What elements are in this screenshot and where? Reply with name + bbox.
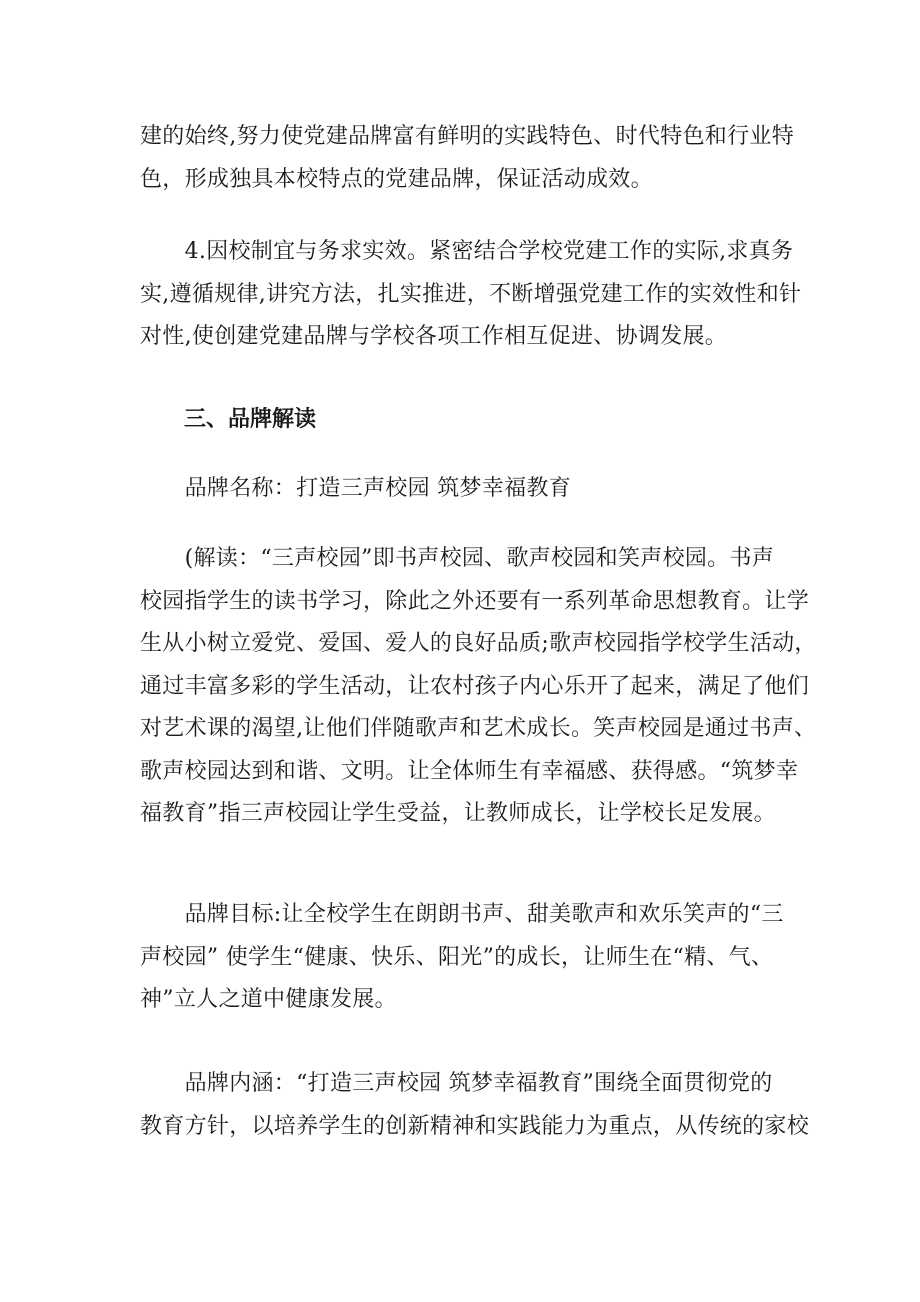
paragraph-2 bbox=[140, 231, 802, 359]
paragraph-brand-name bbox=[140, 468, 790, 511]
text-line: 神”立人之道中健康发展。 bbox=[140, 987, 397, 1012]
text-line: 色，形成独具本校特点的党建品牌，保证活动成效。 bbox=[140, 166, 653, 192]
text-line: 对性,使创建党建品牌与学校各项工作相互促进、协调发展。 bbox=[140, 324, 728, 349]
text-line: 品牌内涵：“打造三声校园 筑梦幸福教育”围绕全面贯彻党的 bbox=[140, 1071, 773, 1096]
text-line: 4.因校制宜与务求实效。紧密结合学校党建工作的实际,求真务 bbox=[140, 239, 794, 264]
text-line: 声校园” 使学生“健康、快乐、阳光”的成长，让师生在“精、气、 bbox=[140, 944, 774, 970]
text-line: 校园指学生的读书学习，除此之外还要有一系列革命思想教育。让学 bbox=[140, 588, 810, 614]
section-heading: 三、品牌解读 bbox=[184, 406, 317, 432]
text-line: 品牌名称：打造三声校园 筑梦幸福教育 bbox=[140, 476, 571, 501]
text-line: 教育方针，以培养学生的创新精神和实践能力为重点，从传统的家校 bbox=[140, 1113, 810, 1139]
paragraph-interpretation bbox=[140, 538, 817, 836]
text-line: 实,遵循规律,讲究方法，扎实推进，不断增强党建工作的实效性和针 bbox=[140, 281, 802, 307]
text-line: 建的始终,努力使党建品牌富有鲜明的实践特色、时代特色和行业特 bbox=[140, 124, 794, 149]
text-line: (解读：“三声校园”即书声校园、歌声校园和笑声校园。书声 bbox=[140, 546, 775, 571]
paragraph-brand-goal bbox=[140, 894, 790, 1022]
paragraph-1 bbox=[140, 116, 794, 201]
paragraph-brand-connotation bbox=[140, 1063, 810, 1148]
text-line: 福教育”指三声校园让学生受益，让教师成长，让学校长足发展。 bbox=[140, 801, 776, 826]
text-line: 对艺术课的渴望,让他们伴随歌声和艺术成长。笑声校园是通过书声、 bbox=[140, 716, 817, 741]
text-line: 品牌目标:让全校学生在朗朗书声、甜美歌声和欢乐笑声的“三 bbox=[140, 902, 784, 927]
text-line: 歌声校园达到和谐、文明。让全体师生有幸福感、获得感。“筑梦幸 bbox=[140, 758, 799, 784]
text-line: 生从小树立爱党、爱国、爱人的良好品质;歌声校园指学校学生活动， bbox=[140, 631, 817, 656]
text-line: 通过丰富多彩的学生活动，让农村孩子内心乐开了起来，满足了他们 bbox=[140, 673, 810, 699]
